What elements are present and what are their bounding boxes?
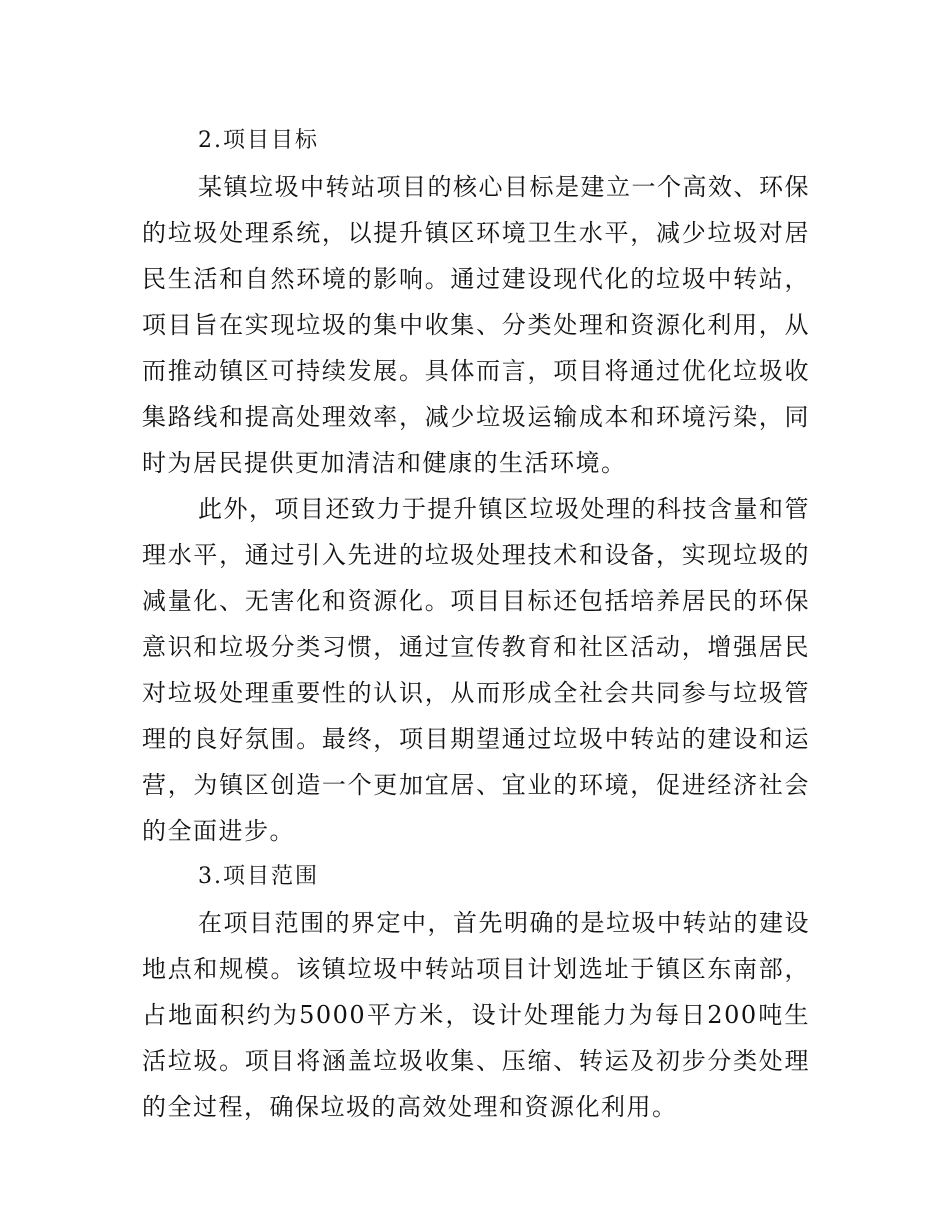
document-page: [142, 118, 810, 1130]
paragraph-goals-1: 某镇垃圾中转站项目的核心目标是建立一个高效、环保的垃圾处理系统，以提升镇区环境卫生水平，减少垃圾对居民生活和自然环境的影响。通过建设现代化的垃圾中转站，项目旨在实现垃圾的集中收集、分类处理和资源化利用，从而推动镇区可持续发展。具体而言，项目将通过优化垃圾收集路线和提高处理效率，减少垃圾运输成本和环境污染，同时为居民提供更加清洁和健康的生活环境。: [142, 173, 810, 477]
section-heading-project-scope: 3.项目范围: [198, 864, 319, 889]
paragraph-scope-1: 在项目范围的界定中，首先明确的是垃圾中转站的建设地点和规模。该镇垃圾中转站项目计划选址于镇区东南部，占地面积约为5000平方米，设计处理能力为每日200吨生活垃圾。项目将涵盖垃圾收集、压缩、转运及初步分类处理的全过程，确保垃圾的高效处理和资源化利用。: [142, 909, 810, 1121]
paragraph-goals-2: 此外，项目还致力于提升镇区垃圾处理的科技含量和管理水平，通过引入先进的垃圾处理技术和设备，实现垃圾的减量化、无害化和资源化。项目目标还包括培养居民的环保意识和垃圾分类习惯，通过宣传教育和社区活动，增强居民对垃圾处理重要性的认识，从而形成全社会共同参与垃圾管理的良好氛围。最终，项目期望通过垃圾中转站的建设和运营，为镇区创造一个更加宜居、宜业的环境，促进经济社会的全面进步。: [142, 495, 810, 845]
section-heading-project-goals: 2.项目目标: [198, 128, 319, 153]
